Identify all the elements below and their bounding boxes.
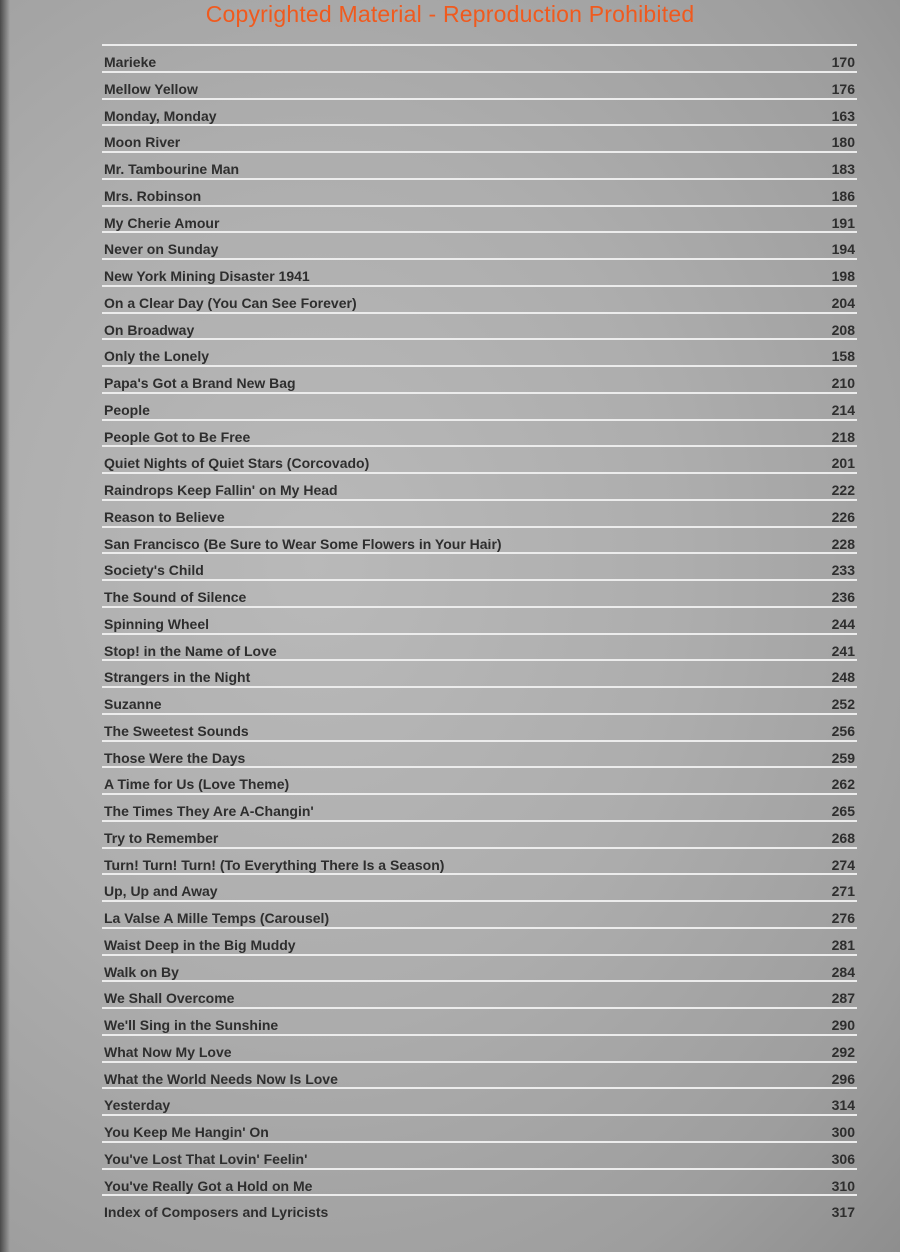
toc-row xyxy=(102,392,857,419)
toc-row xyxy=(102,71,857,98)
toc-entry-page-number: 262 xyxy=(831,776,855,793)
toc-row xyxy=(102,178,857,205)
toc-entry-title: Turn! Turn! Turn! (To Everything There Is a Season) xyxy=(104,856,445,873)
toc-entry-page-number: 214 xyxy=(831,401,855,418)
toc-entry-title: You've Lost That Lovin' Feelin' xyxy=(104,1150,308,1167)
toc-entry-page-number: 210 xyxy=(831,375,855,391)
toc-entry-page-number: 208 xyxy=(831,321,855,338)
toc-row xyxy=(102,606,857,633)
toc-entry-title: Mrs. Robinson xyxy=(104,187,202,204)
toc-entry-page-number: 306 xyxy=(831,1150,855,1167)
toc-entry-page-number: 244 xyxy=(831,615,855,632)
toc-entry-title: The Sound of Silence xyxy=(104,589,247,605)
toc-row xyxy=(102,1061,857,1088)
toc-row xyxy=(102,1034,857,1061)
toc-entry-title: Marieke xyxy=(104,54,157,70)
toc-entry-page-number: 158 xyxy=(831,348,855,365)
toc-entry-title: On Broadway xyxy=(104,321,195,338)
toc-entry-page-number: 310 xyxy=(831,1177,855,1194)
toc-entry-title: The Sweetest Sounds xyxy=(104,722,249,739)
toc-entry-title: Monday, Monday xyxy=(104,107,217,124)
toc-entry-title: My Cherie Amour xyxy=(104,214,220,231)
toc-row xyxy=(102,1141,857,1168)
toc-entry-title: Suzanne xyxy=(104,696,162,712)
toc-entry-page-number: 241 xyxy=(831,642,855,659)
toc-entry-page-number: 265 xyxy=(831,803,855,819)
toc-entry-title: We Shall Overcome xyxy=(104,990,235,1007)
toc-entry-page-number: 256 xyxy=(831,722,855,739)
toc-row xyxy=(102,873,857,900)
toc-row xyxy=(102,633,857,660)
toc-entry-title: Reason to Believe xyxy=(104,508,225,525)
toc-row xyxy=(102,98,857,125)
toc-entry-title: Quiet Nights of Quiet Stars (Corcovado) xyxy=(104,455,370,472)
toc-entry-page-number: 274 xyxy=(831,856,855,873)
toc-entry-title: Spinning Wheel xyxy=(104,615,209,632)
toc-row xyxy=(102,1087,857,1114)
toc-entry-page-number: 317 xyxy=(831,1204,855,1221)
toc-row xyxy=(102,285,857,312)
toc-entry-page-number: 276 xyxy=(831,910,855,926)
toc-row xyxy=(102,44,857,71)
toc-entry-page-number: 180 xyxy=(831,134,855,151)
toc-entry-title: Try to Remember xyxy=(104,829,219,846)
toc-entry-title: People Got to Be Free xyxy=(104,428,251,445)
toc-row xyxy=(102,847,857,874)
toc-entry-page-number: 296 xyxy=(831,1070,855,1087)
toc-entry-title: Mr. Tambourine Man xyxy=(104,161,240,177)
toc-entry-title: People xyxy=(104,401,150,418)
toc-entry-title: A Time for Us (Love Theme) xyxy=(104,776,290,793)
toc-entry-page-number: 259 xyxy=(831,749,855,766)
toc-entry-title: Strangers in the Night xyxy=(104,669,251,686)
toc-row xyxy=(102,472,857,499)
toc-row xyxy=(102,740,857,767)
toc-entry-page-number: 284 xyxy=(831,963,855,980)
toc-row xyxy=(102,258,857,285)
toc-row xyxy=(102,927,857,954)
toc-entry-title: What Now My Love xyxy=(104,1043,232,1060)
toc-entry-page-number: 228 xyxy=(831,535,855,552)
toc-entry-page-number: 300 xyxy=(831,1124,855,1140)
toc-entry-title: Index of Composers and Lyricists xyxy=(104,1204,329,1221)
toc-entry-title: La Valse A Mille Temps (Carousel) xyxy=(104,910,330,926)
toc-entry-page-number: 281 xyxy=(831,936,855,953)
toc-row xyxy=(102,579,857,606)
toc-row xyxy=(102,231,857,258)
toc-row xyxy=(102,1114,857,1141)
toc-row xyxy=(102,312,857,339)
page-edge-shadow xyxy=(0,0,10,1252)
table-of-contents xyxy=(102,44,857,1221)
toc-row xyxy=(102,1168,857,1195)
toc-row xyxy=(102,365,857,392)
toc-entry-page-number: 170 xyxy=(831,54,855,70)
toc-entry-page-number: 287 xyxy=(831,990,855,1007)
toc-row xyxy=(102,552,857,579)
toc-entry-page-number: 233 xyxy=(831,562,855,579)
toc-row xyxy=(102,445,857,472)
toc-entry-title: On a Clear Day (You Can See Forever) xyxy=(104,294,357,311)
toc-row xyxy=(102,1007,857,1034)
toc-row xyxy=(102,338,857,365)
toc-entry-title: Those Were the Days xyxy=(104,749,246,766)
toc-row xyxy=(102,766,857,793)
toc-entry-title: Only the Lonely xyxy=(104,348,210,365)
toc-entry-page-number: 163 xyxy=(831,107,855,124)
toc-row xyxy=(102,900,857,927)
toc-entry-page-number: 176 xyxy=(831,80,855,97)
toc-entry-page-number: 194 xyxy=(831,241,855,258)
toc-entry-title: Moon River xyxy=(104,134,181,151)
toc-entry-title: Society's Child xyxy=(104,562,204,579)
toc-entry-page-number: 314 xyxy=(831,1097,855,1114)
toc-row xyxy=(102,793,857,820)
toc-entry-page-number: 268 xyxy=(831,829,855,846)
toc-entry-title: Stop! in the Name of Love xyxy=(104,642,277,659)
toc-row xyxy=(102,820,857,847)
toc-entry-page-number: 252 xyxy=(831,696,855,712)
toc-entry-title: Walk on By xyxy=(104,963,179,980)
toc-row xyxy=(102,1194,857,1221)
toc-entry-title: You've Really Got a Hold on Me xyxy=(104,1177,313,1194)
toc-row xyxy=(102,124,857,151)
toc-row xyxy=(102,686,857,713)
toc-row xyxy=(102,499,857,526)
toc-entry-page-number: 222 xyxy=(831,482,855,498)
toc-row xyxy=(102,526,857,553)
toc-entry-page-number: 226 xyxy=(831,508,855,525)
toc-entry-page-number: 292 xyxy=(831,1043,855,1060)
toc-entry-page-number: 204 xyxy=(831,294,855,311)
toc-entry-title: Raindrops Keep Fallin' on My Head xyxy=(104,482,338,498)
toc-row xyxy=(102,151,857,178)
toc-row xyxy=(102,713,857,740)
toc-entry-page-number: 248 xyxy=(831,669,855,686)
toc-entry-title: Mellow Yellow xyxy=(104,80,198,97)
toc-entry-page-number: 236 xyxy=(831,589,855,605)
toc-entry-page-number: 218 xyxy=(831,428,855,445)
toc-entry-page-number: 271 xyxy=(831,883,855,900)
toc-entry-title: San Francisco (Be Sure to Wear Some Flowers in Your Hair) xyxy=(104,535,502,552)
toc-entry-title: New York Mining Disaster 1941 xyxy=(104,268,310,284)
toc-entry-title: You Keep Me Hangin' On xyxy=(104,1124,269,1140)
toc-entry-page-number: 201 xyxy=(831,455,855,472)
toc-entry-title: Papa's Got a Brand New Bag xyxy=(104,375,296,391)
toc-entry-title: We'll Sing in the Sunshine xyxy=(104,1017,279,1033)
toc-row xyxy=(102,659,857,686)
toc-row xyxy=(102,419,857,446)
toc-entry-page-number: 290 xyxy=(831,1017,855,1033)
toc-entry-title: The Times They Are A-Changin' xyxy=(104,803,314,819)
toc-row xyxy=(102,954,857,981)
toc-entry-page-number: 198 xyxy=(831,268,855,284)
toc-entry-title: Never on Sunday xyxy=(104,241,219,258)
toc-entry-title: Up, Up and Away xyxy=(104,883,218,900)
toc-entry-page-number: 191 xyxy=(831,214,855,231)
toc-entry-page-number: 183 xyxy=(831,161,855,177)
toc-entry-title: What the World Needs Now Is Love xyxy=(104,1070,338,1087)
copyright-watermark: Copyrighted Material - Reproduction Prohibited xyxy=(205,1,695,27)
toc-entry-title: Waist Deep in the Big Muddy xyxy=(104,936,296,953)
toc-row xyxy=(102,980,857,1007)
toc-entry-title: Yesterday xyxy=(104,1097,171,1114)
toc-entry-page-number: 186 xyxy=(831,187,855,204)
toc-row xyxy=(102,205,857,232)
